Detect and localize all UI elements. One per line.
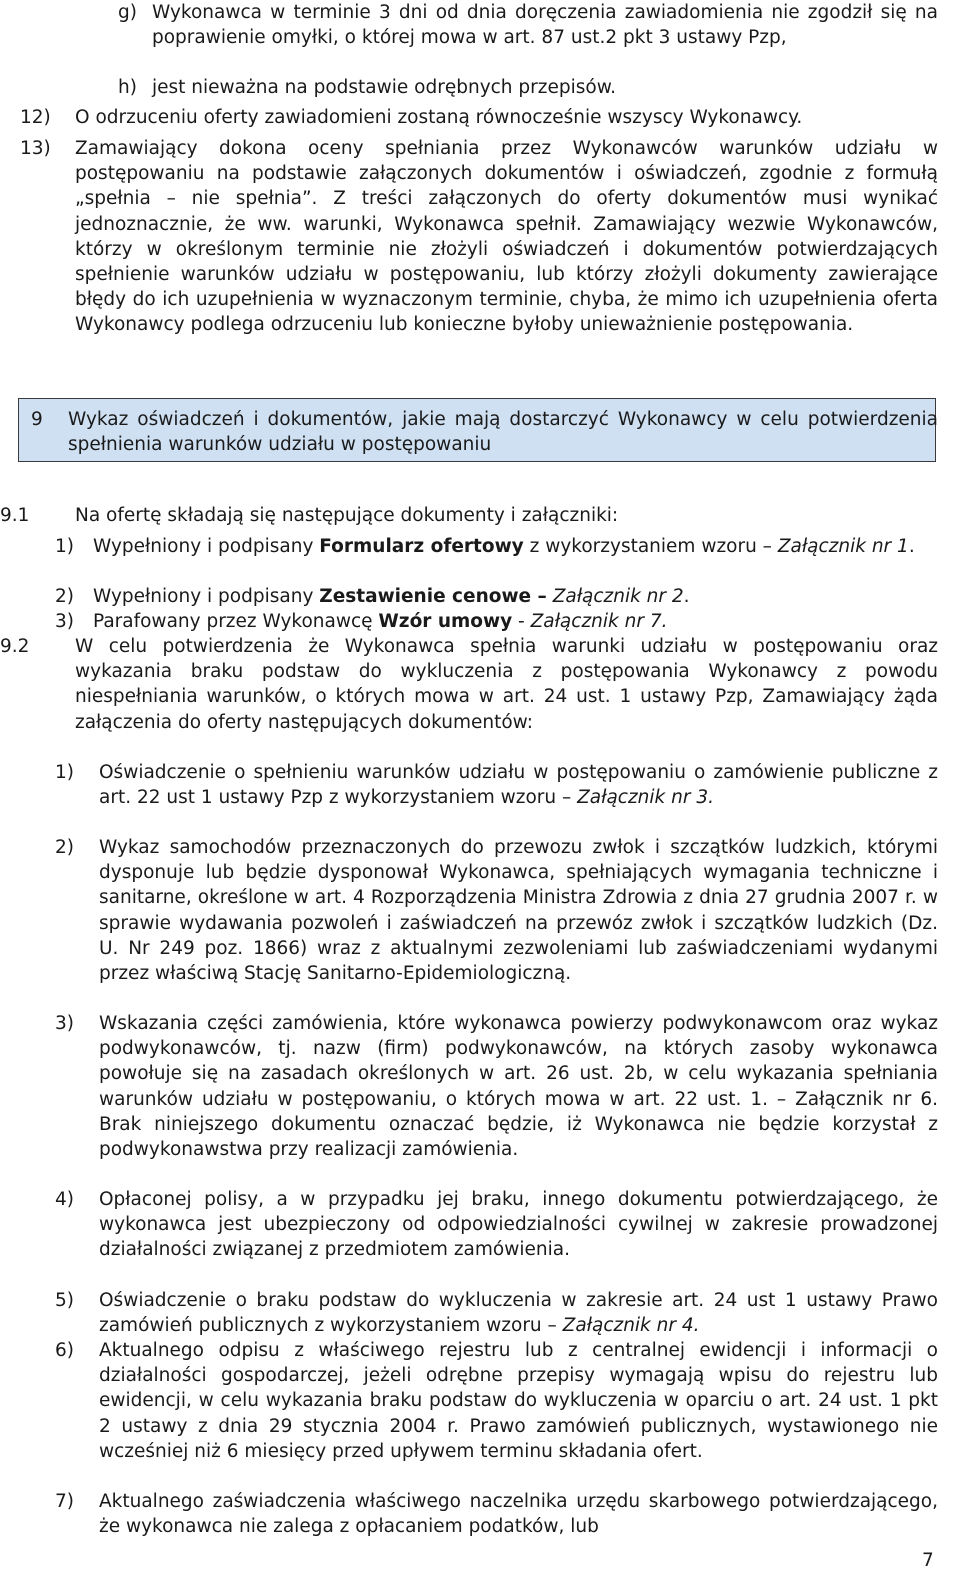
list-text: Opłaconej polisy, a w przypadku jej braku, innego dokumentu potwierdzającego, że wykonawca jest ubezpieczony od odpowiedzialności cywilnej w zakresie prowadzonej działalności związanej z przedmiotem zamówienia. bbox=[99, 1189, 938, 1261]
list-label: h) bbox=[118, 77, 137, 98]
list-label: g) bbox=[118, 2, 137, 23]
list-text: Oświadczenie o spełnieniu warunków udziału w postępowaniu o zamówienie publiczne z art. 22 ust 1 ustawy Pzp z wykorzystaniem wzoru – Załącznik nr 3. bbox=[99, 762, 938, 809]
list-text: Zamawiający dokona oceny spełniania przez Wykonawców warunków udziału w postępowaniu na podstawie załączonych dokumentów i oświadczeń, zgodnie z formułą „spełnia – nie spełnia”. Z treści załączonych do oferty dokumentów musi wynikać jednoznacznie, że ww. warunki, Wykonawca spełnił. Zamawiający wezwie Wykonawców, którzy w określonym terminie nie złożyli oświadczeń i dokumentów potwierdzających spełnienie warunków udziału w postępowaniu, lub którzy złożyli dokumenty zawierające błędy do ich uzupełnienia w wyznaczonym terminie, chyba, że mimo ich uzupełnienia oferta Wykonawcy podlega odrzuceniu lub konieczne byłoby unieważnienie postępowania. bbox=[75, 138, 938, 336]
list-label: 2) bbox=[55, 586, 74, 607]
page-number: 7 bbox=[922, 1550, 934, 1571]
subsection-number: 9.1 bbox=[0, 505, 30, 526]
subsection-number: 9.2 bbox=[0, 636, 30, 657]
list-label: 3) bbox=[55, 1013, 74, 1034]
list-label: 13) bbox=[20, 138, 51, 159]
subsection-intro: W celu potwierdzenia że Wykonawca spełnia warunki udziału w postępowaniu oraz wykazania braku podstaw do wykluczenia z postępowania Wykonawcy z powodu niespełniania warunków, o których mowa w art. 24 ust. 1 ustawy Pzp, Zamawiający żąda załączenia do oferty następujących dokumentów: bbox=[75, 636, 938, 733]
list-label: 5) bbox=[55, 1290, 74, 1311]
list-label: 2) bbox=[55, 837, 74, 858]
list-text: jest nieważna na podstawie odrębnych przepisów. bbox=[152, 77, 617, 98]
list-label: 1) bbox=[55, 762, 74, 783]
list-text: Wykonawca w terminie 3 dni od dnia doręczenia zawiadomienia nie zgodził się na poprawienie omyłki, o której mowa w art. 87 ust.2 pkt 3 ustawy Pzp, bbox=[152, 2, 938, 49]
list-label: 1) bbox=[55, 536, 74, 557]
list-label: 3) bbox=[55, 611, 74, 632]
list-label: 7) bbox=[55, 1491, 74, 1512]
section-title: Wykaz oświadczeń i dokumentów, jakie mają dostarczyć Wykonawcy w celu potwierdzenia spełnienia warunków udziału w postępowaniu bbox=[68, 409, 938, 456]
list-text: O odrzuceniu oferty zawiadomieni zostaną równocześnie wszyscy Wykonawcy. bbox=[75, 107, 803, 128]
list-text: Oświadczenie o braku podstaw do wykluczenia w zakresie art. 24 ust 1 ustawy Prawo zamówień publicznych z wykorzystaniem wzoru – Załącznik nr 4. bbox=[99, 1290, 938, 1337]
list-text: Parafowany przez Wykonawcę Wzór umowy - Załącznik nr 7. bbox=[93, 611, 668, 632]
section-9-heading bbox=[18, 398, 936, 462]
list-text: Aktualnego zaświadczenia właściwego naczelnika urzędu skarbowego potwierdzającego, że wykonawca nie zalega z opłacaniem podatków, lub bbox=[99, 1491, 938, 1538]
list-text: Aktualnego odpisu z właściwego rejestru lub z centralnej ewidencji i informacji o działalności gospodarczej, jeżeli odrębne przepisy wymagają wpisu do rejestru lub ewidencji, w celu wykazania braku podstaw do wykluczenia w oparciu o art. 24 ust. 1 pkt 2 ustawy z dnia 29 stycznia 2004 r. Prawo zamówień publicznych, wystawionego nie wcześniej niż 6 miesięcy przed upływem terminu składania ofert. bbox=[99, 1340, 938, 1462]
list-label: 12) bbox=[20, 107, 51, 128]
list-label: 4) bbox=[55, 1189, 74, 1210]
list-text: Wypełniony i podpisany Zestawienie cenowe – Załącznik nr 2. bbox=[93, 586, 690, 607]
list-text: Wypełniony i podpisany Formularz ofertowy z wykorzystaniem wzoru – Załącznik nr 1. bbox=[93, 536, 915, 557]
subsection-intro: Na ofertę składają się następujące dokumenty i załączniki: bbox=[75, 505, 619, 526]
list-text: Wykaz samochodów przeznaczonych do przewozu zwłok i szczątków ludzkich, którymi dysponuje lub będzie dysponował Wykonawca, spełniających wymagania techniczne i sanitarne, określone w art. 4 Rozporządzenia Ministra Zdrowia z dnia 27 grudnia 2007 r. w sprawie wydawania pozwoleń i zaświadczeń na przewóz zwłok i szczątków ludzkich (Dz. U. Nr 249 poz. 1866) wraz z aktualnymi zezwoleniami lub zaświadczeniami wydanymi przez właściwą Stację Sanitarno-Epidemiologiczną. bbox=[99, 837, 938, 985]
section-number: 9 bbox=[31, 409, 43, 430]
list-text: Wskazania części zamówienia, które wykonawca powierzy podwykonawcom oraz wykaz podwykonawców, tj. nazw (firm) podwykonawców, na których zasoby wykonawca powołuje się na zasadach określonych w art. 26 ust. 2b, w celu wykazania spełniania warunków udziału w postępowaniu, o których mowa w art. 22 ust. 1. – Załącznik nr 6. Brak niniejszego dokumentu oznaczać będzie, iż Wykonawca nie będzie korzystał z podwykonawstwa przy realizacji zamówienia. bbox=[99, 1013, 938, 1161]
list-label: 6) bbox=[55, 1340, 74, 1361]
